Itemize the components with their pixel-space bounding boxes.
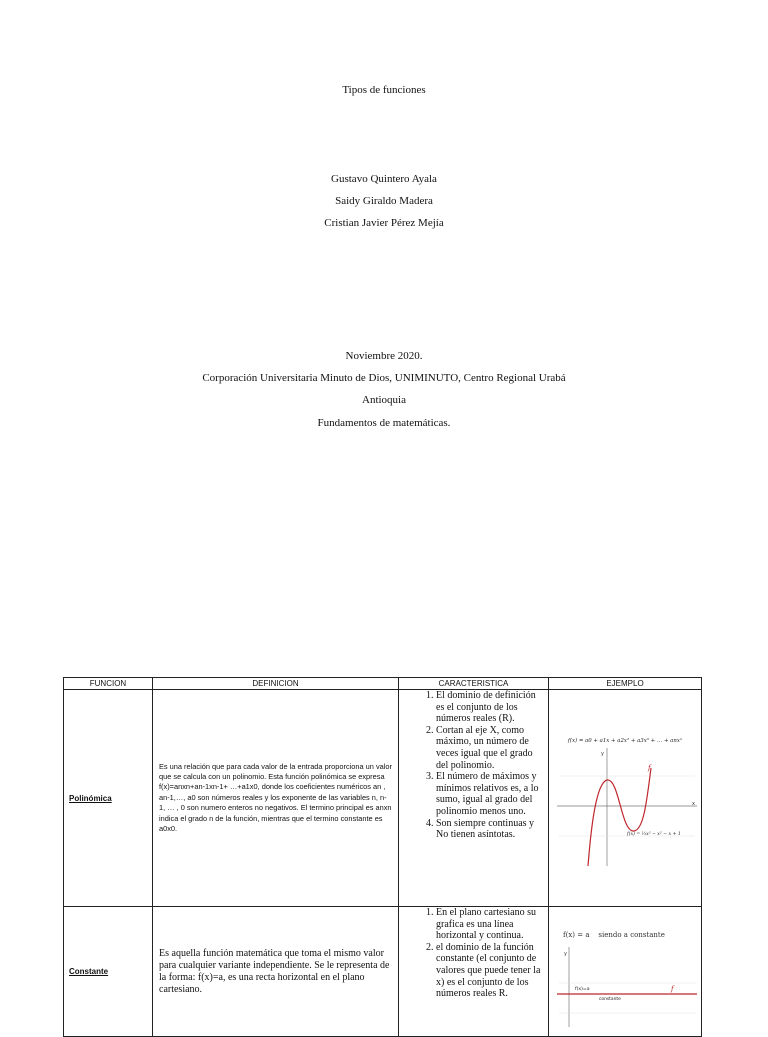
header-definicion: DEFINICION: [153, 678, 399, 690]
polynomial-curve-formula: f(x) = ⅓x³ − x² − x + 1: [627, 832, 681, 837]
characteristics-list: [399, 690, 548, 841]
list-item: 1. El dominio de definición es el conjunto de los números reales (R).: [436, 690, 546, 725]
list-item: 1. En el plano cartesiano su grafica es una línea horizontal y continua.: [436, 907, 546, 942]
list-item: 3. El número de máximos y mínimos relativos es, a lo sumo, igual al grado del polinomio menos uno.: [436, 771, 546, 817]
author-3: Cristian Javier Pérez Mejía: [324, 217, 444, 229]
definition-constante: Es aquella función matemática que toma el mismo valor para cualquier variante independiente. Se le representa de la forma: f(x)=a, es una recta horizontal en el plano cartesiano.: [153, 907, 399, 1037]
author-2: Saidy Giraldo Madera: [335, 195, 433, 207]
characteristics-constante: [399, 907, 549, 1037]
list-item: 4. Son siempre continuas y No tienen asíntotas.: [436, 818, 546, 841]
course: Fundamentos de matemáticas.: [317, 417, 451, 429]
function-name-polinomica: Polinómica: [64, 690, 153, 907]
functions-table: [63, 677, 702, 1037]
table-row: [64, 907, 702, 1037]
header-caracteristica: CARACTERISTICA: [399, 678, 549, 690]
document-title: Tipos de funciones: [342, 84, 426, 96]
constant-caption: constante: [599, 996, 621, 1002]
list-item: 2. Cortan al eje X, como máximo, un número de veces igual que el grado del polinomio.: [436, 725, 546, 771]
author-1: Gustavo Quintero Ayala: [331, 173, 437, 185]
polynomial-graph: [549, 728, 702, 868]
curve-label: f: [671, 984, 674, 993]
table-row: [64, 690, 702, 907]
header-funcion: FUNCION: [64, 678, 153, 690]
constant-formula: f(x) = a siendo a constante: [563, 930, 665, 939]
function-name-constante: Constante: [64, 907, 153, 1037]
example-polinomica: [549, 690, 702, 907]
table-header-row: [64, 678, 702, 690]
header-ejemplo: EJEMPLO: [549, 678, 702, 690]
institution: Corporación Universitaria Minuto de Dios, UNIMINUTO, Centro Regional Urabá: [202, 372, 566, 384]
y-axis-label: y: [601, 751, 604, 757]
constant-graph: [549, 917, 702, 1027]
characteristics-list: [399, 907, 548, 1000]
x-axis-label: x: [692, 801, 695, 807]
constant-line-label: f(x)=a: [575, 986, 590, 992]
y-axis-label: y: [564, 950, 567, 957]
list-item: 2. el dominio de la función constante (el conjunto de valores que puede tener la x) es el conjunto de los números reales R.: [436, 942, 546, 1000]
characteristics-polinomica: [399, 690, 549, 907]
document-date: Noviembre 2020.: [345, 350, 423, 362]
example-constante: [549, 907, 702, 1037]
region: Antioquia: [362, 394, 406, 406]
polynomial-curve: [588, 768, 651, 866]
curve-label: f: [648, 764, 651, 772]
definition-polinomica: Es una relación que para cada valor de la entrada proporciona un valor que se calcula con un polinomio. Esta función polinómica se expresa f(x)=anxn+an-1xn-1+ …+a1x0, donde los coeficientes numéricos an , an-1,…, a0 son números reales y los exponente de las variables n, n-1, … , 0 son numero enteros no negativos. El termino principal es anxn indica el grado n de la función, mientras que el termino constante es a0x0.: [153, 690, 399, 907]
polynomial-general-formula: f(x) = a0 + a1x + a2x² + a3x³ + … + anxⁿ: [567, 738, 683, 744]
